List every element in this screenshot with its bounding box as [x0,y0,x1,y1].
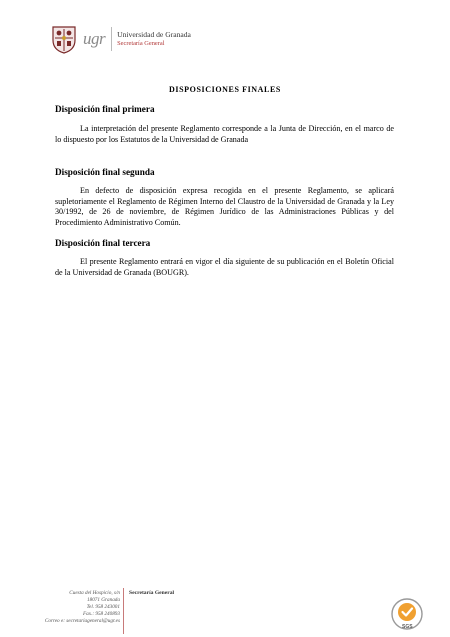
address-line: Correo e: secretariageneral@ugr.es [44,618,120,624]
header-text [117,30,191,48]
footer-divider [123,588,124,634]
section-heading-1: Disposición final primera [55,104,155,114]
ugr-logo-mark: ugr [83,29,106,48]
footer-office: Secretaría General [129,590,175,596]
address-line: Cuesta del Hospicio, s/n [69,590,120,596]
document-title: DISPOSICIONES FINALES [169,85,281,94]
address-line: Tel. 958 243001 [86,604,120,610]
section-heading-2: Disposición final segunda [55,167,155,177]
header-divider [111,27,112,51]
letterhead [50,22,191,56]
footer-address [45,590,120,625]
university-name: Universidad de Granada [117,30,191,39]
seal-label: SGS [402,624,413,630]
section-paragraph-1: La interpretación del presente Reglamento corresponde a la Junta de Dirección, en el marco de lo dispuesto por los Estatutos de la Universidad de Granada [55,124,394,144]
section-paragraph-2: En defecto de disposición expresa recogida en el presente Reglamento, se aplicará supletoriamente el Reglamento de Régimen Interno del Claustro de la Universidad de Granada y la Ley 30/1992, de 26 de noviembre, de Régimen Jurídico de las Administraciones Públicas y del Procedimiento Administrativo Común. [55,186,394,227]
section-paragraph-3: El presente Reglamento entrará en vigor el día siguiente de su publicación en el Boletín Oficial de la Universidad de Granada (BOUGR). [55,257,394,277]
university-crest-icon [50,24,78,54]
address-line: 18071 Granada [87,597,120,603]
section-heading-3: Disposición final tercera [55,238,151,248]
office-name: Secretaría General [117,40,165,47]
address-line: Fax.: 958 240893 [82,611,120,617]
